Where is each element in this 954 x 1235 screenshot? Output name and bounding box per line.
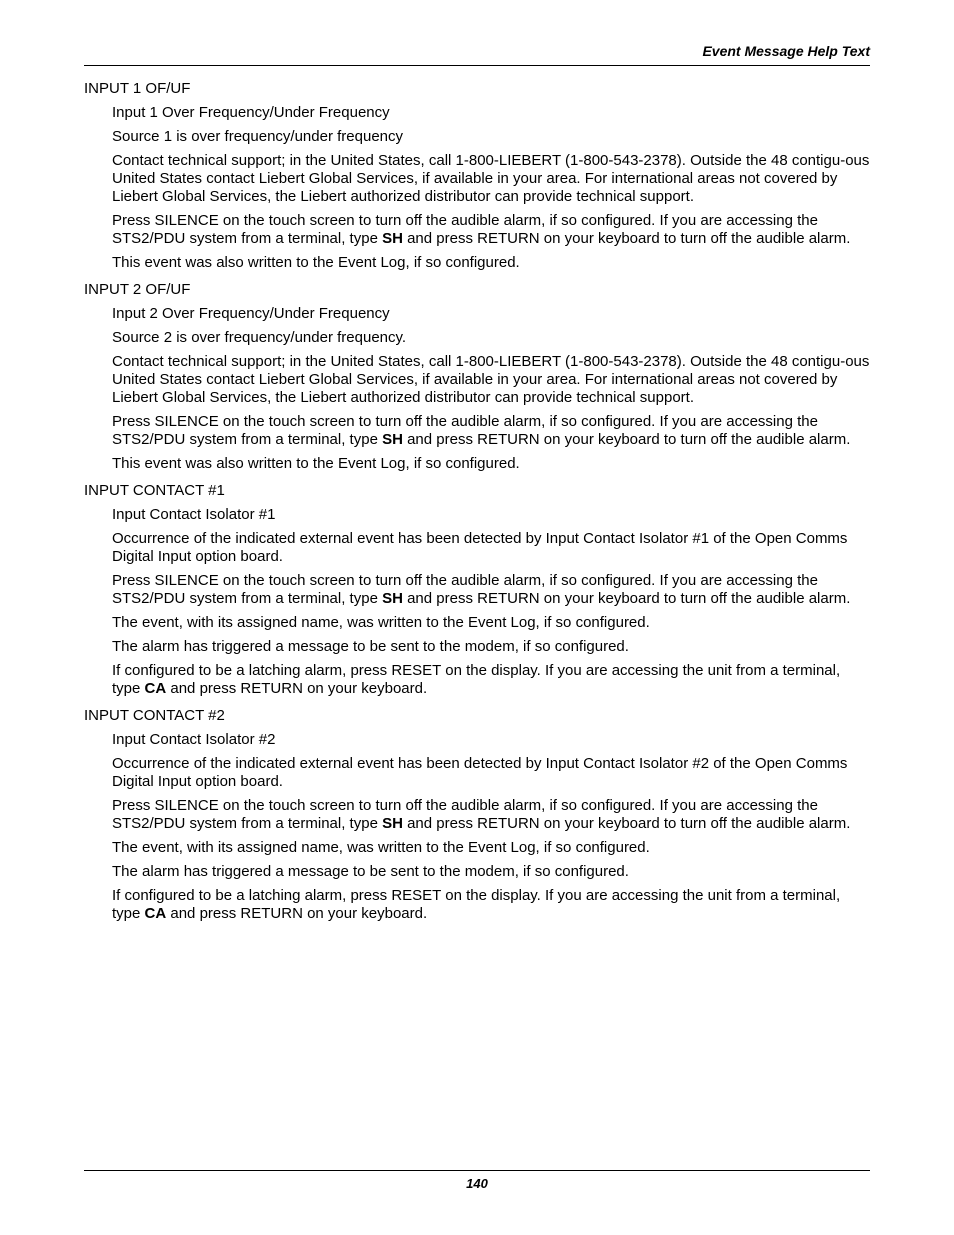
event-paragraph — [112, 212, 870, 248]
paragraph-text: Input Contact Isolator #1 — [112, 506, 276, 523]
command-keyword: SH — [382, 230, 403, 247]
event-paragraph — [112, 638, 870, 656]
paragraph-text: Source 1 is over frequency/under frequency — [112, 128, 403, 145]
paragraph-text: and press RETURN on your keyboard to turn off the audible alarm. — [402, 815, 851, 832]
paragraph-text: If configured to be a latching alarm, press RESET on the display. If you are accessing the unit from a terminal, type — [112, 887, 841, 922]
event-paragraph — [112, 572, 870, 608]
footer-rule — [84, 1170, 870, 1171]
event-paragraph — [112, 731, 870, 749]
event-paragraph — [112, 887, 870, 923]
paragraph-text: and press RETURN on your keyboard. — [166, 905, 428, 922]
paragraph-text: Press SILENCE on the touch screen to turn off the audible alarm, if so configured. If you are accessing the STS2/PDU system from a terminal, type — [112, 572, 818, 607]
event-paragraph — [112, 755, 870, 791]
event-paragraph — [112, 305, 870, 323]
event-section — [84, 281, 870, 473]
paragraph-text: Source 2 is over frequency/under frequency. — [112, 329, 407, 346]
paragraph-text: Press SILENCE on the touch screen to turn off the audible alarm, if so configured. If you are accessing the STS2/PDU system from a terminal, type — [112, 413, 818, 448]
paragraph-text: This event was also written to the Event Log, if so configured. — [112, 254, 520, 271]
paragraph-text: Press SILENCE on the touch screen to turn off the audible alarm, if so configured. If you are accessing the STS2/PDU system from a terminal, type — [112, 797, 818, 832]
paragraph-text: This event was also written to the Event Log, if so configured. — [112, 455, 520, 472]
command-keyword: SH — [382, 815, 403, 832]
paragraph-text: and press RETURN on your keyboard to turn off the audible alarm. — [402, 431, 851, 448]
command-keyword: CA — [144, 680, 167, 697]
paragraph-text: and press RETURN on your keyboard. — [166, 680, 428, 697]
paragraph-text: Input 1 Over Frequency/Under Frequency — [112, 104, 390, 121]
paragraph-text: Input Contact Isolator #2 — [112, 731, 276, 748]
event-paragraph — [112, 413, 870, 449]
command-keyword: SH — [382, 590, 403, 607]
event-paragraph — [112, 839, 870, 857]
event-paragraph — [112, 506, 870, 524]
event-paragraph — [112, 863, 870, 881]
paragraph-text: Input 2 Over Frequency/Under Frequency — [112, 305, 390, 322]
page-number: 140 — [466, 1176, 488, 1191]
paragraph-text: The alarm has triggered a message to be sent to the modem, if so configured. — [112, 638, 629, 655]
event-paragraph — [112, 104, 870, 122]
header-title: Event Message Help Text — [702, 43, 870, 59]
event-section — [84, 80, 870, 272]
paragraph-text: The alarm has triggered a message to be sent to the modem, if so configured. — [112, 863, 629, 880]
event-paragraph — [112, 353, 870, 407]
event-paragraph — [112, 128, 870, 146]
header-rule — [84, 65, 870, 66]
paragraph-text: The event, with its assigned name, was written to the Event Log, if so configured. — [112, 614, 650, 631]
paragraph-text: Press SILENCE on the touch screen to turn off the audible alarm, if so configured. If you are accessing the STS2/PDU system from a terminal, type — [112, 212, 818, 247]
event-paragraph — [112, 614, 870, 632]
event-paragraph — [112, 152, 870, 206]
event-paragraph — [112, 662, 870, 698]
paragraph-text: Occurrence of the indicated external event has been detected by Input Contact Isolator #2 of the Open Comms Digital Input option board. — [112, 755, 848, 790]
event-paragraph — [112, 530, 870, 566]
paragraph-text: Contact technical support; in the United States, call 1-800-LIEBERT (1-800-543-2378). Outside the 48 contigu-ous United States contact Liebert Global Services, if available in your area. For international areas not covered by Liebert Global Services, the Liebert authorized distributor can provide technical support. — [112, 152, 870, 205]
paragraph-text: and press RETURN on your keyboard to turn off the audible alarm. — [402, 590, 851, 607]
paragraph-text: and press RETURN on your keyboard to turn off the audible alarm. — [402, 230, 851, 247]
paragraph-text: Contact technical support; in the United States, call 1-800-LIEBERT (1-800-543-2378). Outside the 48 contigu-ous United States contact Liebert Global Services, if available in your area. For international areas not covered by Liebert Global Services, the Liebert authorized distributor can provide technical support. — [112, 353, 870, 406]
event-title: INPUT CONTACT #2 — [84, 707, 225, 724]
paragraph-text: The event, with its assigned name, was written to the Event Log, if so configured. — [112, 839, 650, 856]
event-section — [84, 707, 870, 923]
help-text-content — [84, 80, 870, 929]
event-paragraph — [112, 329, 870, 347]
event-title: INPUT 2 OF/UF — [84, 281, 191, 298]
event-paragraph — [112, 797, 870, 833]
event-title: INPUT 1 OF/UF — [84, 80, 191, 97]
command-keyword: CA — [144, 905, 167, 922]
event-title: INPUT CONTACT #1 — [84, 482, 225, 499]
event-paragraph — [112, 455, 870, 473]
paragraph-text: Occurrence of the indicated external event has been detected by Input Contact Isolator #1 of the Open Comms Digital Input option board. — [112, 530, 848, 565]
command-keyword: SH — [382, 431, 403, 448]
event-section — [84, 482, 870, 698]
event-paragraph — [112, 254, 870, 272]
paragraph-text: If configured to be a latching alarm, press RESET on the display. If you are accessing the unit from a terminal, type — [112, 662, 841, 697]
